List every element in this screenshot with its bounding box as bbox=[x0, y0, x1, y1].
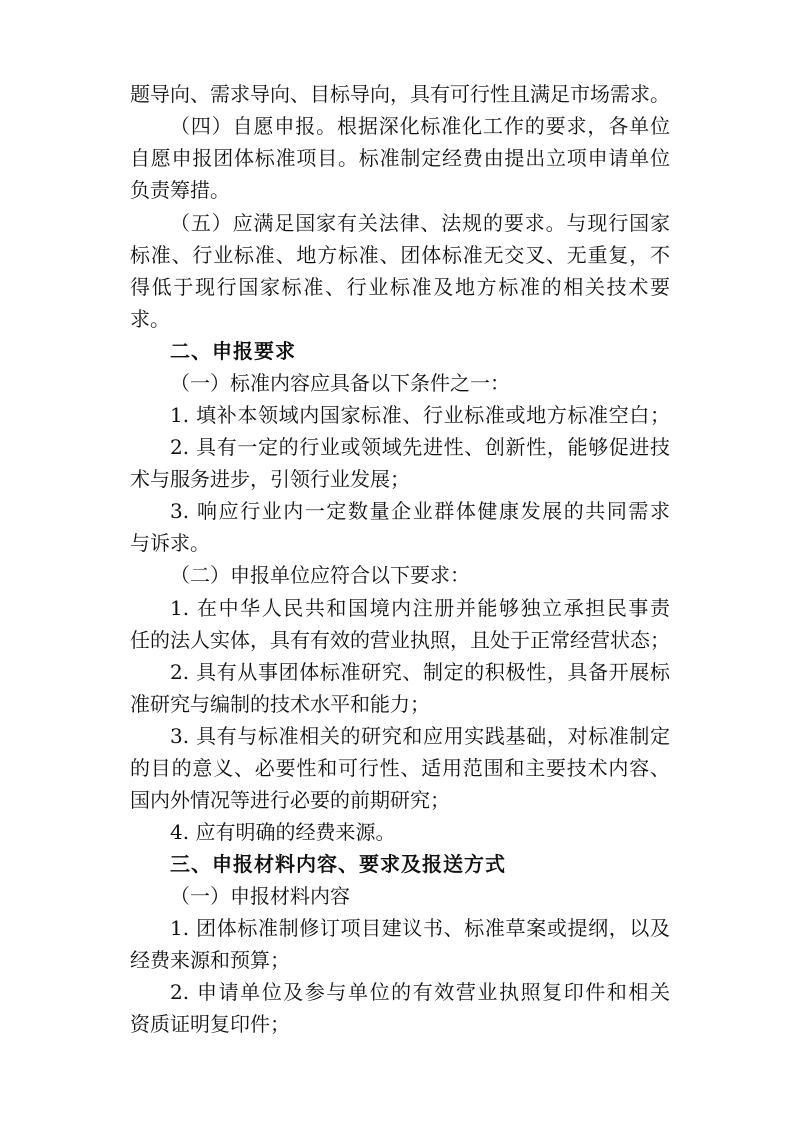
section-heading: 二、申报要求 bbox=[170, 339, 296, 363]
subsection-heading: （一）申报材料内容 bbox=[170, 884, 350, 908]
list-item: 2. 具有一定的行业或领域先进性、创新性，能够促进技 bbox=[170, 435, 670, 459]
list-item: 1. 团体标准制修订项目建议书、标准草案或提纲，以及 bbox=[170, 916, 670, 940]
list-item-continuation: 任的法人实体，具有有效的营业执照，且处于正常经营状态； bbox=[130, 628, 670, 652]
list-item: 3. 具有与标准相关的研究和应用实践基础，对标准制定 bbox=[170, 724, 670, 748]
paragraph-line: （四）自愿申报。根据深化标准化工作的要求，各单位 bbox=[170, 114, 670, 138]
paragraph-line: 自愿申报团体标准项目。标准制定经费由提出立项申请单位 bbox=[130, 146, 670, 170]
list-item: 1. 填补本领域内国家标准、行业标准或地方标准空白； bbox=[170, 403, 670, 427]
paragraph-line: （五）应满足国家有关法律、法规的要求。与现行国家 bbox=[170, 211, 670, 235]
paragraph-line: 得低于现行国家标准、行业标准及地方标准的相关技术要 bbox=[130, 275, 670, 299]
paragraph-line: 题导向、需求导向、目标导向，具有可行性且满足市场需求。 bbox=[130, 82, 670, 106]
list-item: 4. 应有明确的经费来源。 bbox=[170, 820, 396, 844]
list-item-continuation: 经费来源和预算； bbox=[130, 948, 290, 972]
list-item-continuation: 术与服务进步，引领行业发展； bbox=[130, 467, 410, 491]
section-heading: 三、申报材料内容、要求及报送方式 bbox=[170, 852, 506, 876]
paragraph-line: 求。 bbox=[130, 307, 170, 331]
paragraph-line: 负责筹措。 bbox=[130, 178, 230, 202]
list-item-continuation: 的目的意义、必要性和可行性、适用范围和主要技术内容、 bbox=[130, 756, 670, 780]
list-item-continuation: 与诉求。 bbox=[130, 531, 210, 555]
list-item-continuation: 资质证明复印件； bbox=[130, 1012, 290, 1036]
paragraph-line: 标准、行业标准、地方标准、团体标准无交叉、无重复，不 bbox=[130, 243, 670, 267]
list-item: 1. 在中华人民共和国境内注册并能够独立承担民事责 bbox=[170, 596, 670, 620]
list-item-continuation: 国内外情况等进行必要的前期研究； bbox=[130, 788, 450, 812]
subsection-heading: （一）标准内容应具备以下条件之一： bbox=[170, 371, 510, 395]
list-item-continuation: 准研究与编制的技术水平和能力； bbox=[130, 692, 430, 716]
list-item: 3. 响应行业内一定数量企业群体健康发展的共同需求 bbox=[170, 499, 670, 523]
subsection-heading: （二）申报单位应符合以下要求： bbox=[170, 563, 470, 587]
list-item: 2. 申请单位及参与单位的有效营业执照复印件和相关 bbox=[170, 980, 670, 1004]
list-item: 2. 具有从事团体标准研究、制定的积极性，具备开展标 bbox=[170, 660, 670, 684]
